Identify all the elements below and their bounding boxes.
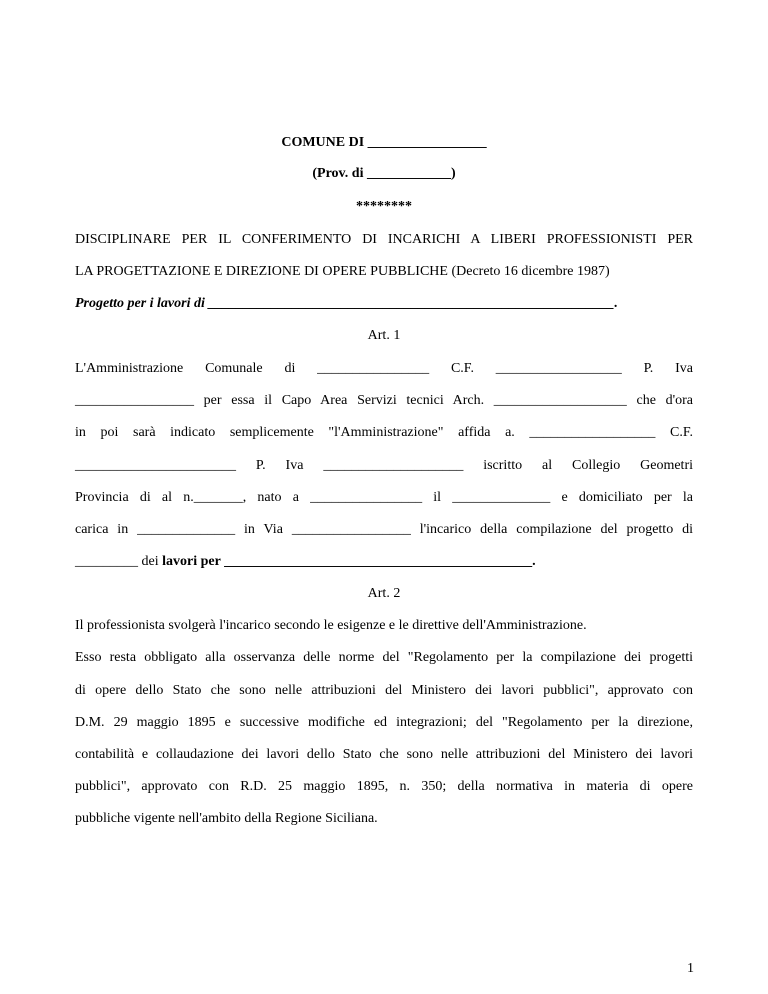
art1-line-1: L'Amministrazione Comunale di ________________ C.F. __________________ P. Iva <box>75 361 693 376</box>
art1-last-prefix: _________ dei <box>75 554 163 569</box>
title-line-2: LA PROGETTAZIONE E DIREZIONE DI OPERE PUBBLICHE (Decreto 16 dicembre 1987) <box>75 264 610 279</box>
art1-line-5: Provincia di al n._______, nato a ________________ il ______________ e domiciliato per la <box>75 490 693 505</box>
provincia-heading: (Prov. di ____________) <box>312 166 456 181</box>
art1-last-bold: lavori per ____________________________________________. <box>162 554 536 569</box>
art1-heading: Art. 1 <box>367 328 401 343</box>
art2-heading: Art. 2 <box>367 586 401 601</box>
art2-line-1: Il professionista svolgerà l'incarico secondo le esigenze e le direttive dell'Amministrazione. <box>75 618 587 633</box>
stars-separator: ******** <box>356 199 412 214</box>
art2-line-3: di opere dello Stato che sono nelle attribuzioni del Ministero dei lavori pubblici", approvato con <box>75 683 693 698</box>
art2-line-5: contabilità e collaudazione dei lavori dello Stato che sono nelle attribuzioni del Ministero dei lavori <box>75 747 693 762</box>
art1-line-3: in poi sarà indicato semplicemente "l'Amministrazione" affida a. __________________ C.F. <box>75 425 693 440</box>
art1-line-2: _________________ per essa il Capo Area Servizi tecnici Arch. ___________________ che d'ora <box>75 393 693 408</box>
art1-line-7 <box>75 553 693 571</box>
comune-heading: COMUNE DI _________________ <box>281 135 487 150</box>
art2-line-2: Esso resta obbligato alla osservanza delle norme del "Regolamento per la compilazione dei progetti <box>75 650 693 665</box>
art2-line-6: pubblici", approvato con R.D. 25 maggio 1895, n. 350; della normativa in materia di opere <box>75 779 693 794</box>
art1-line-4: _______________________ P. Iva ____________________ iscritto al Collegio Geometri <box>75 458 693 473</box>
art2-line-7: pubbliche vigente nell'ambito della Regione Siciliana. <box>75 811 378 826</box>
art1-line-6: carica in ______________ in Via _________________ l'incarico della compilazione del progetto di <box>75 522 693 537</box>
art2-line-4: D.M. 29 maggio 1895 e successive modifiche ed integrazioni; del "Regolamento per la direzione, <box>75 715 693 730</box>
page-number: 1 <box>687 961 694 976</box>
progetto-line: Progetto per i lavori di __________________________________________________________. <box>75 296 618 311</box>
title-line-1: DISCIPLINARE PER IL CONFERIMENTO DI INCARICHI A LIBERI PROFESSIONISTI PER <box>75 232 693 247</box>
